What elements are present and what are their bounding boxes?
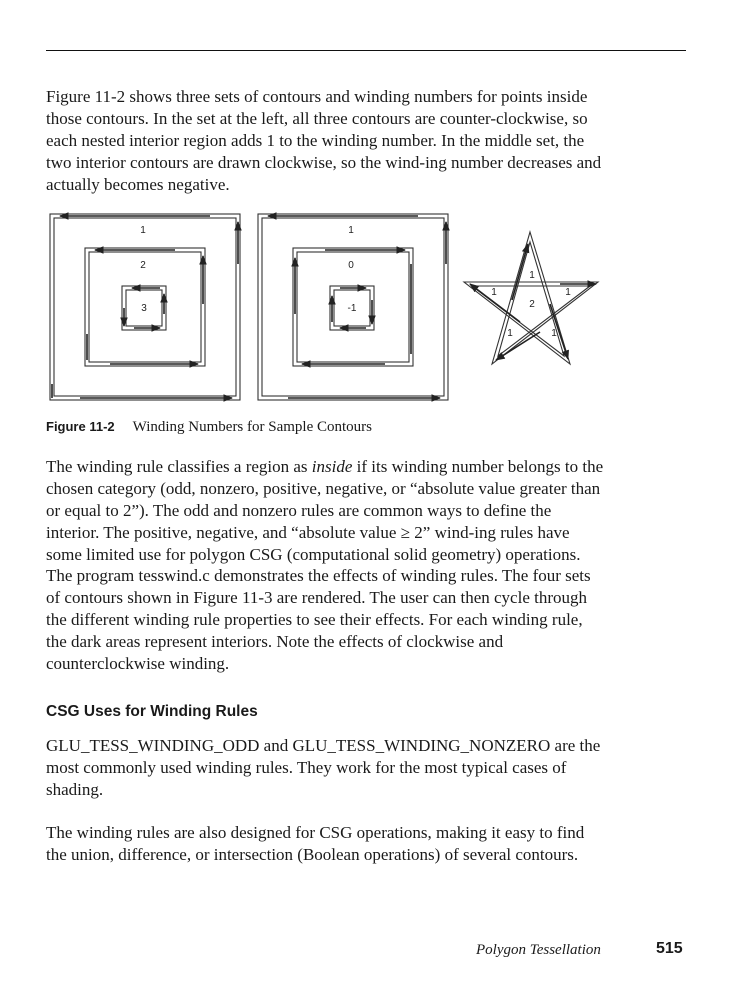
paragraph-winding-rule-end: if its winding number belongs to the chosen category (odd, nonzero, positive, negative, or “absolute value greater than or equal to 2”). The odd and nonzero rules are common ways to define the interior. The positive, negative, and “absolute value ≥ 2” wind-ing rules have some limited use for polygon CSG (computational solid geometry) operations. — [46, 457, 604, 564]
winding-diagram — [40, 204, 620, 416]
star-lower-right-number: 1 — [551, 328, 557, 339]
star-contour — [464, 232, 598, 364]
star-top-number: 1 — [529, 270, 535, 281]
star-center-number: 2 — [529, 299, 535, 310]
star-lower-left-number: 1 — [507, 328, 513, 339]
paragraph-winding-rule — [46, 456, 606, 566]
figure-11-2 — [40, 204, 620, 416]
figure-caption — [46, 418, 372, 436]
section-heading: CSG Uses for Winding Rules — [46, 703, 258, 720]
paragraph-winding-rule-start: The winding rule classifies a region as — [46, 457, 312, 476]
footer-chapter-title: Polygon Tessellation — [476, 942, 601, 958]
middle-middle-number: 0 — [348, 260, 354, 271]
left-outer-number: 1 — [140, 225, 146, 236]
figure-title: Winding Numbers for Sample Contours — [132, 419, 373, 435]
star-left-number: 1 — [491, 287, 497, 298]
left-inner-number: 3 — [141, 303, 147, 314]
header-rule — [46, 50, 686, 51]
middle-inner-number: -1 — [347, 303, 357, 314]
figure-label: Figure 11-2 — [46, 419, 115, 434]
paragraph-tesswind: The program tesswind.c demonstrates the effects of winding rules. The four sets of contours shown in Figure 11-3 are rendered. The user can then cycle through the different winding rule properties to see their effects. For each winding rule, the dark areas represent interiors. Note the effects of clockwise and counterclockwise winding. — [46, 566, 591, 673]
page-number: 515 — [656, 940, 683, 957]
middle-outer-number: 1 — [348, 225, 354, 236]
star-right-number: 1 — [565, 287, 571, 298]
paragraph-intro: Figure 11-2 shows three sets of contours and winding numbers for points inside those contours. In the set at the left, all three contours are counter-clockwise, so each nested interior region adds 1 to the winding number. In the middle set, the two interior contours are drawn clockwise, so the wind-ing number decreases and actually becomes negative. — [46, 87, 602, 194]
left-middle-number: 2 — [140, 260, 146, 271]
paragraph-common-rules: GLU_TESS_WINDING_ODD and GLU_TESS_WINDING_NONZERO are the most commonly used winding rules. They work for the most typical cases of shading. — [46, 736, 601, 799]
emphasis-inside: inside — [311, 457, 353, 476]
paragraph-csg: The winding rules are also designed for CSG operations, making it easy to find the union, difference, or intersection (Boolean operations) of several contours. — [46, 823, 585, 864]
